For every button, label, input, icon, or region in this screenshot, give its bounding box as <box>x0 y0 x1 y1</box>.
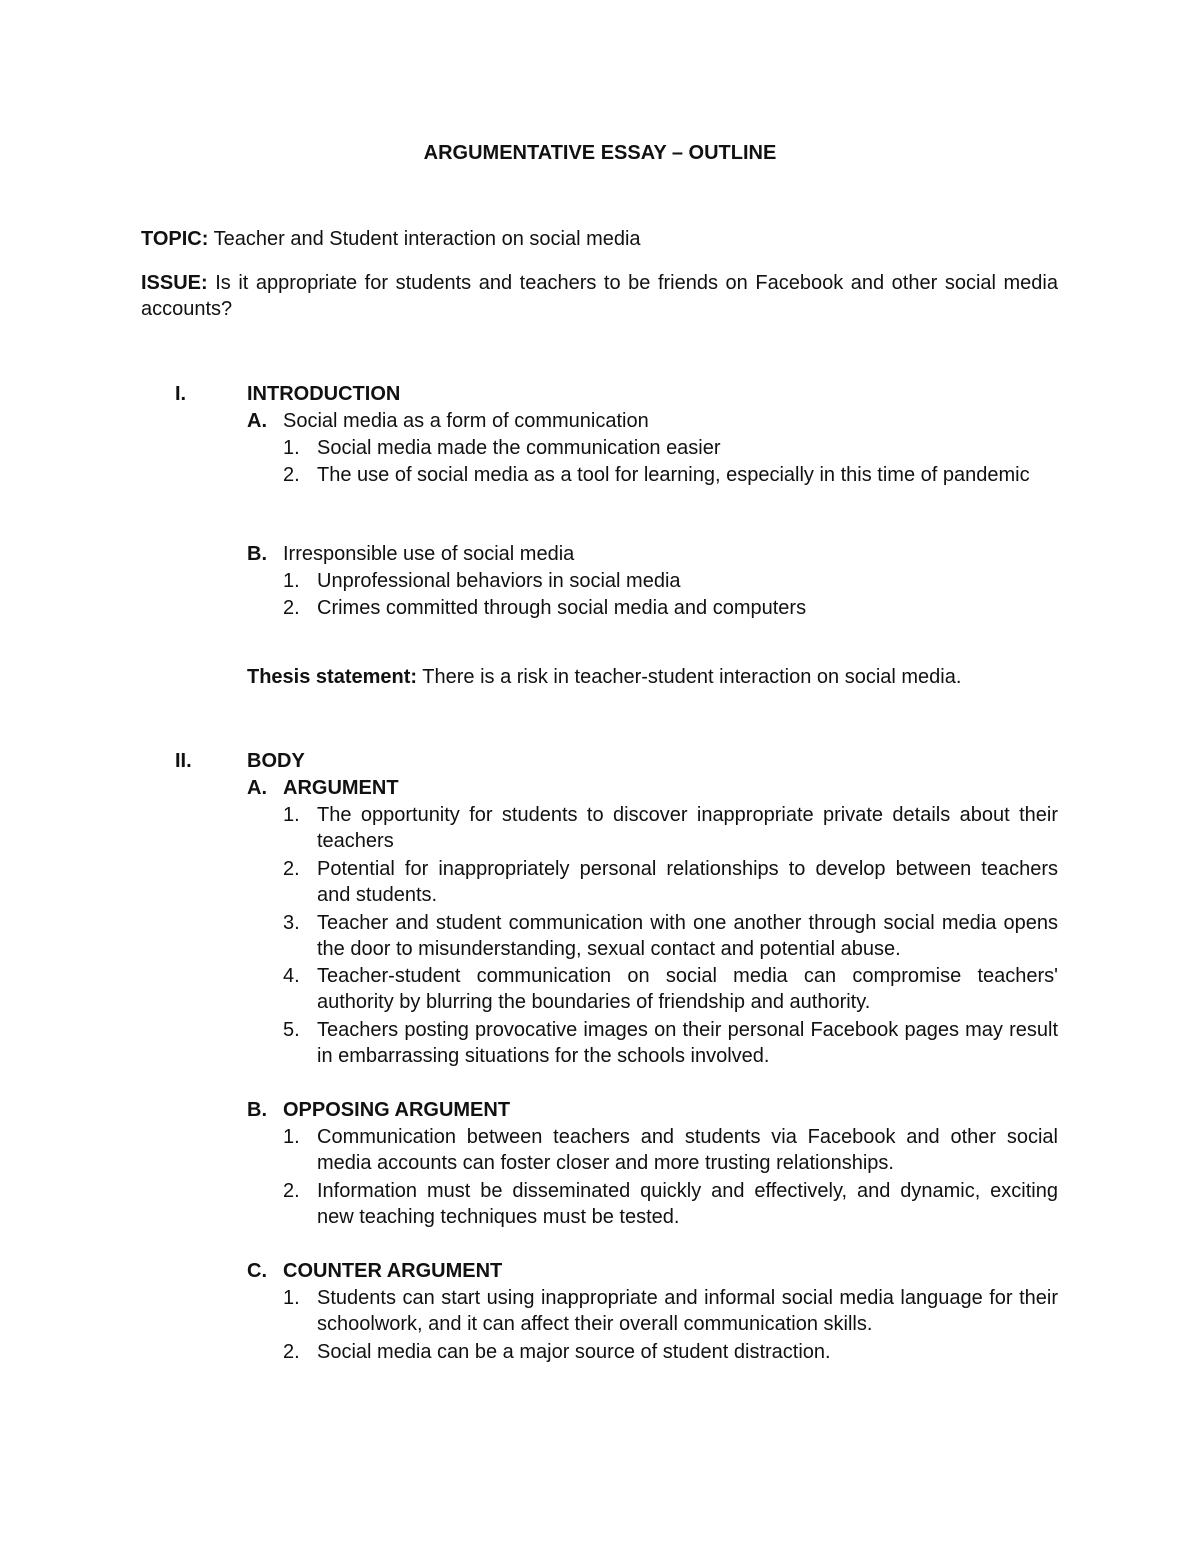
body-c-heading: COUNTER ARGUMENT <box>283 1260 503 1282</box>
body-b-heading: OPPOSING ARGUMENT <box>283 1099 511 1121</box>
list-item: Information must be disseminated quickly and effectively, and dynamic, exciting new teaching techniques must be tested. <box>317 1180 1058 1228</box>
list-number: 5. <box>283 1019 300 1041</box>
list-item: Crimes committed through social media and computers <box>317 597 807 619</box>
document-title: ARGUMENTATIVE ESSAY – OUTLINE <box>423 142 777 164</box>
body-b-letter: B. <box>247 1099 267 1121</box>
list-item: Social media made the communication easier <box>317 437 721 459</box>
issue-paragraph <box>141 270 1058 322</box>
list-number: 1. <box>283 570 300 592</box>
body-a-heading: ARGUMENT <box>283 777 399 799</box>
topic-label: TOPIC: <box>141 228 209 250</box>
list-number: 2. <box>283 1180 300 1202</box>
issue-text: Is it appropriate for students and teachers to be friends on Facebook and other social media accounts? <box>141 272 1058 320</box>
list-number: 3. <box>283 912 300 934</box>
body-a-letter: A. <box>247 777 267 799</box>
intro-b-text: Irresponsible use of social media <box>283 543 575 565</box>
list-item: Students can start using inappropriate and informal social media language for their schoolwork, and it can affect their overall communication skills. <box>317 1287 1058 1335</box>
intro-a-text: Social media as a form of communication <box>283 410 649 432</box>
list-number: 2. <box>283 858 300 880</box>
list-number: 2. <box>283 597 300 619</box>
section-heading-body: BODY <box>247 750 305 772</box>
list-item: Social media can be a major source of student distraction. <box>317 1341 831 1363</box>
list-item: Teachers posting provocative images on their personal Facebook pages may result in embarrassing situations for the schools involved. <box>317 1019 1058 1067</box>
list-item: Potential for inappropriately personal relationships to develop between teachers and students. <box>317 858 1058 906</box>
topic-text: Teacher and Student interaction on social media <box>213 228 641 250</box>
list-item: Unprofessional behaviors in social media <box>317 570 681 592</box>
section-heading-introduction: INTRODUCTION <box>247 383 401 405</box>
list-number: 1. <box>283 804 300 826</box>
section-numeral-body: II. <box>175 750 192 772</box>
section-numeral-introduction: I. <box>175 383 187 405</box>
list-number: 1. <box>283 1126 300 1148</box>
intro-b-letter: B. <box>247 543 267 565</box>
list-number: 1. <box>283 437 300 459</box>
thesis-label: Thesis statement: <box>247 666 418 688</box>
intro-a-letter: A. <box>247 410 267 432</box>
list-item: Teacher-student communication on social media can compromise teachers' authority by blurring the boundaries of friendship and authority. <box>317 965 1058 1013</box>
issue-label: ISSUE: <box>141 272 208 294</box>
list-number: 2. <box>283 1341 300 1363</box>
list-number: 1. <box>283 1287 300 1309</box>
thesis-text: There is a risk in teacher-student interaction on social media. <box>422 666 962 688</box>
body-c-letter: C. <box>247 1260 267 1282</box>
list-number: 2. <box>283 464 300 486</box>
list-item: Teacher and student communication with one another through social media opens the door to misunderstanding, sexual contact and potential abuse. <box>317 912 1058 960</box>
topic-line <box>141 226 641 252</box>
list-item: Communication between teachers and students via Facebook and other social media accounts can foster closer and more trusting relationships. <box>317 1126 1058 1174</box>
thesis-statement <box>247 664 961 690</box>
list-item: The use of social media as a tool for learning, especially in this time of pandemic <box>317 464 1030 486</box>
list-number: 4. <box>283 965 300 987</box>
list-item: The opportunity for students to discover inappropriate private details about their teachers <box>317 804 1058 852</box>
